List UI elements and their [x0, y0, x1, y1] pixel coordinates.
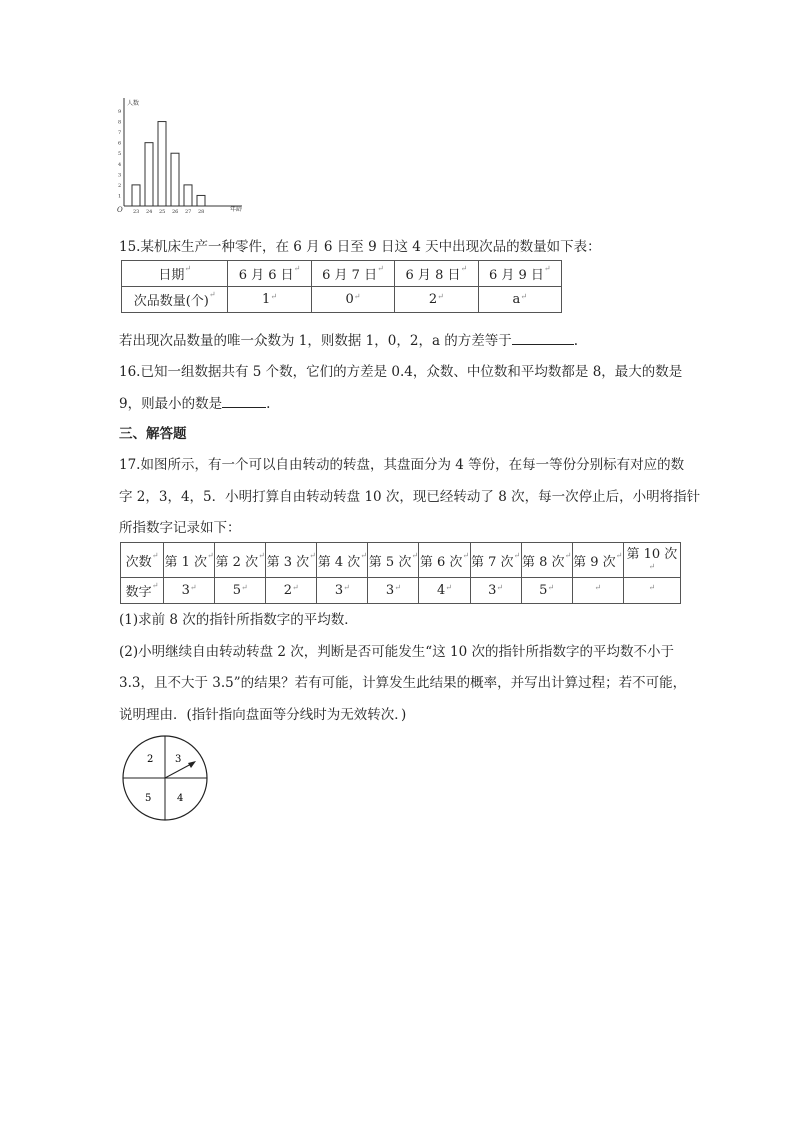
y-tick-label-5: 5	[118, 151, 122, 158]
q17-line2: 字 2，3，4，5．小明打算自由转动转盘 10 次，现已经转动了 8 次，每一次停止后，小明将指针	[119, 489, 701, 505]
q17-line3: 所指数字记录如下：	[119, 520, 241, 536]
q15-row-cell-mark-2: ↵	[353, 292, 361, 301]
q17-header-cell-mark-10: ↵	[648, 562, 656, 571]
q17-header-cell-mark-6: ↵	[462, 550, 470, 560]
y-tick-label-4: 4	[118, 161, 122, 168]
x-axis-label: 年龄	[230, 206, 243, 213]
spinner-pointer	[165, 763, 193, 778]
q17-row-cell-6: 4↵	[419, 578, 470, 604]
q16-line2-text: 9，则最小的数是	[119, 396, 223, 412]
q15-header-cell-mark-4: ↵	[543, 264, 551, 273]
q15-header-cell-mark-3: ↵	[460, 264, 468, 273]
q17-row-cell-mark-2: ↵	[240, 583, 248, 592]
q16-period: .	[266, 396, 271, 412]
q17-row-cell-7: 3↵	[470, 578, 521, 604]
q17-header-cell-mark-9: ↵	[615, 550, 623, 560]
q17-header-cell-mark-7: ↵	[513, 550, 521, 560]
bar-25	[158, 122, 166, 206]
q17-header-cell-9: 第 9 次↵	[572, 543, 623, 578]
q17-header-cell-10: 第 10 次↵	[623, 543, 680, 578]
q17-part2-line3: 说明理由．(指针指向盘面等分线时为无效转次．)	[119, 707, 407, 723]
q15-row-cell-2: 0↵	[311, 287, 394, 313]
q15-question-text: 若出现次品数量的唯一众数为 1，则数据 1，0，2，a 的方差等于	[119, 333, 512, 349]
spinner-pointer-head	[188, 761, 196, 768]
q17-row-cell-5: 3↵	[368, 578, 419, 604]
q17-row-cell-mark-3: ↵	[292, 583, 299, 592]
y-tick-label-7: 7	[118, 130, 122, 137]
bar-23	[132, 185, 140, 206]
q15-question	[119, 329, 578, 349]
q17-header-cell-6: 第 6 次↵	[419, 543, 470, 578]
q17-part1: (1)求前 8 次的指针所指数字的平均数．	[119, 612, 358, 628]
origin-label: O	[117, 206, 123, 214]
y-tick-label-3: 3	[118, 172, 122, 179]
q17-row-cell-8: 5↵	[521, 578, 572, 604]
y-tick-label-2: 2	[118, 182, 122, 189]
spinner-label-5: 5	[145, 793, 152, 804]
y-tick-label-8: 8	[118, 119, 122, 126]
bar-24	[145, 143, 153, 206]
q17-line1: 17.如图所示，有一个可以自由转动的转盘，其盘面分为 4 等份，在每一等份分别标有对应的数	[119, 457, 685, 473]
q17-row-cell-mark-4: ↵	[343, 583, 350, 592]
age-histogram	[112, 96, 252, 216]
q17-row-cell-mark-7: ↵	[496, 583, 504, 592]
bar-27	[184, 185, 192, 206]
q15-header-cell-4: 6 月 9 日↵	[478, 261, 561, 287]
q15-period: .	[573, 333, 579, 349]
q17-header-cell-1: 第 1 次↵	[164, 543, 215, 578]
spinner-label-2: 2	[147, 754, 154, 765]
q17-row-cell-mark-10: ↵	[648, 583, 656, 592]
q17-row-cell-3: 2↵	[266, 578, 317, 604]
q17-row-cell-9	[572, 578, 623, 604]
y-axis-label: 人数	[127, 100, 140, 107]
q15-row-cell-mark-3: ↵	[437, 292, 444, 301]
q17-header-cell-mark-2: ↵	[258, 550, 265, 560]
q17-part2-line1: (2)小明继续自由转动转盘 2 次，判断是否可能发生“这 10 次的指针所指数字的平均数不小于	[119, 644, 674, 660]
q15-header-cell-0: 日期↵	[122, 261, 228, 287]
q15-header-cell-mark-2: ↵	[377, 264, 384, 273]
q16-line1: 16.已知一组数据共有 5 个数，它们的方差是 0.4，众数、中位数和平均数都是 8，最大的数是	[119, 364, 683, 380]
q15-header-cell-3: 6 月 8 日↵	[395, 261, 478, 287]
q16-answer-blank[interactable]	[222, 395, 266, 408]
q17-table	[120, 542, 681, 604]
q15-row-cell-3: 2↵	[395, 287, 478, 313]
q15-row-cell-0: 次品数量(个)↵	[122, 287, 228, 313]
bar-28	[197, 195, 205, 206]
x-tick-label-27: 27	[185, 209, 192, 215]
section-heading: 三、解答题	[119, 426, 187, 442]
q15-header-cell-mark-0: ↵	[184, 264, 192, 273]
y-tick-label-9: 9	[118, 109, 122, 115]
q17-row-cell-mark-0: ↵	[151, 581, 159, 590]
q17-header-cell-mark-8: ↵	[564, 550, 572, 560]
q17-header-cell-mark-4: ↵	[360, 550, 367, 560]
q17-header-cell-0: 次数↵	[121, 543, 164, 578]
q17-row-cell-0: 数字↵	[121, 578, 164, 604]
q15-header-cell-2: 6 月 7 日↵	[311, 261, 394, 287]
q15-answer-blank[interactable]	[512, 332, 574, 345]
x-tick-label-24: 24	[146, 209, 153, 215]
q17-row-cell-4: 3↵	[317, 578, 368, 604]
q15-row-cell-4: a↵	[478, 287, 561, 313]
bar-26	[171, 153, 179, 206]
q15-row-cell-mark-1: ↵	[270, 292, 278, 301]
q17-header-cell-8: 第 8 次↵	[521, 543, 572, 578]
q16-line2	[119, 392, 270, 412]
q17-row-cell-2: 5↵	[215, 578, 266, 604]
q17-row-cell-mark-9: ↵	[594, 583, 602, 592]
q17-header-cell-5: 第 5 次↵	[368, 543, 419, 578]
q15-row-cell-mark-0: ↵	[208, 290, 216, 299]
q17-row-cell-mark-8: ↵	[547, 583, 555, 592]
q17-row-cell-1: 3↵	[164, 578, 215, 604]
q17-header-cell-mark-1: ↵	[207, 550, 214, 560]
spinner-label-4: 4	[177, 793, 184, 804]
q17-header-cell-7: 第 7 次↵	[470, 543, 521, 578]
q17-header-cell-mark-3: ↵	[309, 550, 316, 560]
q17-row-cell-mark-1: ↵	[189, 583, 197, 592]
q17-row-cell-10	[623, 578, 680, 604]
x-tick-label-28: 28	[198, 209, 205, 215]
y-tick-label-1: 1	[118, 193, 122, 200]
x-tick-label-23: 23	[133, 209, 140, 215]
q15-row-cell-1: 1↵	[228, 287, 311, 313]
x-tick-label-26: 26	[172, 209, 179, 215]
q15-header-cell-1: 6 月 6 日↵	[228, 261, 311, 287]
q15-row-cell-mark-4: ↵	[520, 292, 528, 301]
q17-header-cell-4: 第 4 次↵	[317, 543, 368, 578]
q15-header-cell-mark-1: ↵	[293, 264, 301, 273]
q17-header-cell-3: 第 3 次↵	[266, 543, 317, 578]
q17-row-cell-mark-6: ↵	[445, 583, 452, 592]
q15-table	[121, 260, 562, 313]
q17-row-cell-mark-5: ↵	[394, 583, 401, 592]
spinner-label-3: 3	[175, 754, 182, 765]
y-tick-label-6: 6	[118, 140, 122, 147]
q17-header-cell-mark-0: ↵	[151, 550, 159, 560]
x-tick-label-25: 25	[159, 209, 166, 215]
q17-header-cell-mark-5: ↵	[411, 550, 419, 560]
q17-part2-line2: 3.3，且不大于 3.5”的结果？若有可能，计算发生此结果的概率，并写出计算过程；若不可能，	[119, 675, 687, 691]
q17-header-cell-2: 第 2 次↵	[215, 543, 266, 578]
spinner-figure	[120, 733, 210, 823]
q15-text: 15.某机床生产一种零件，在 6 月 6 日至 9 日这 4 天中出现次品的数量如下表：	[119, 239, 601, 255]
